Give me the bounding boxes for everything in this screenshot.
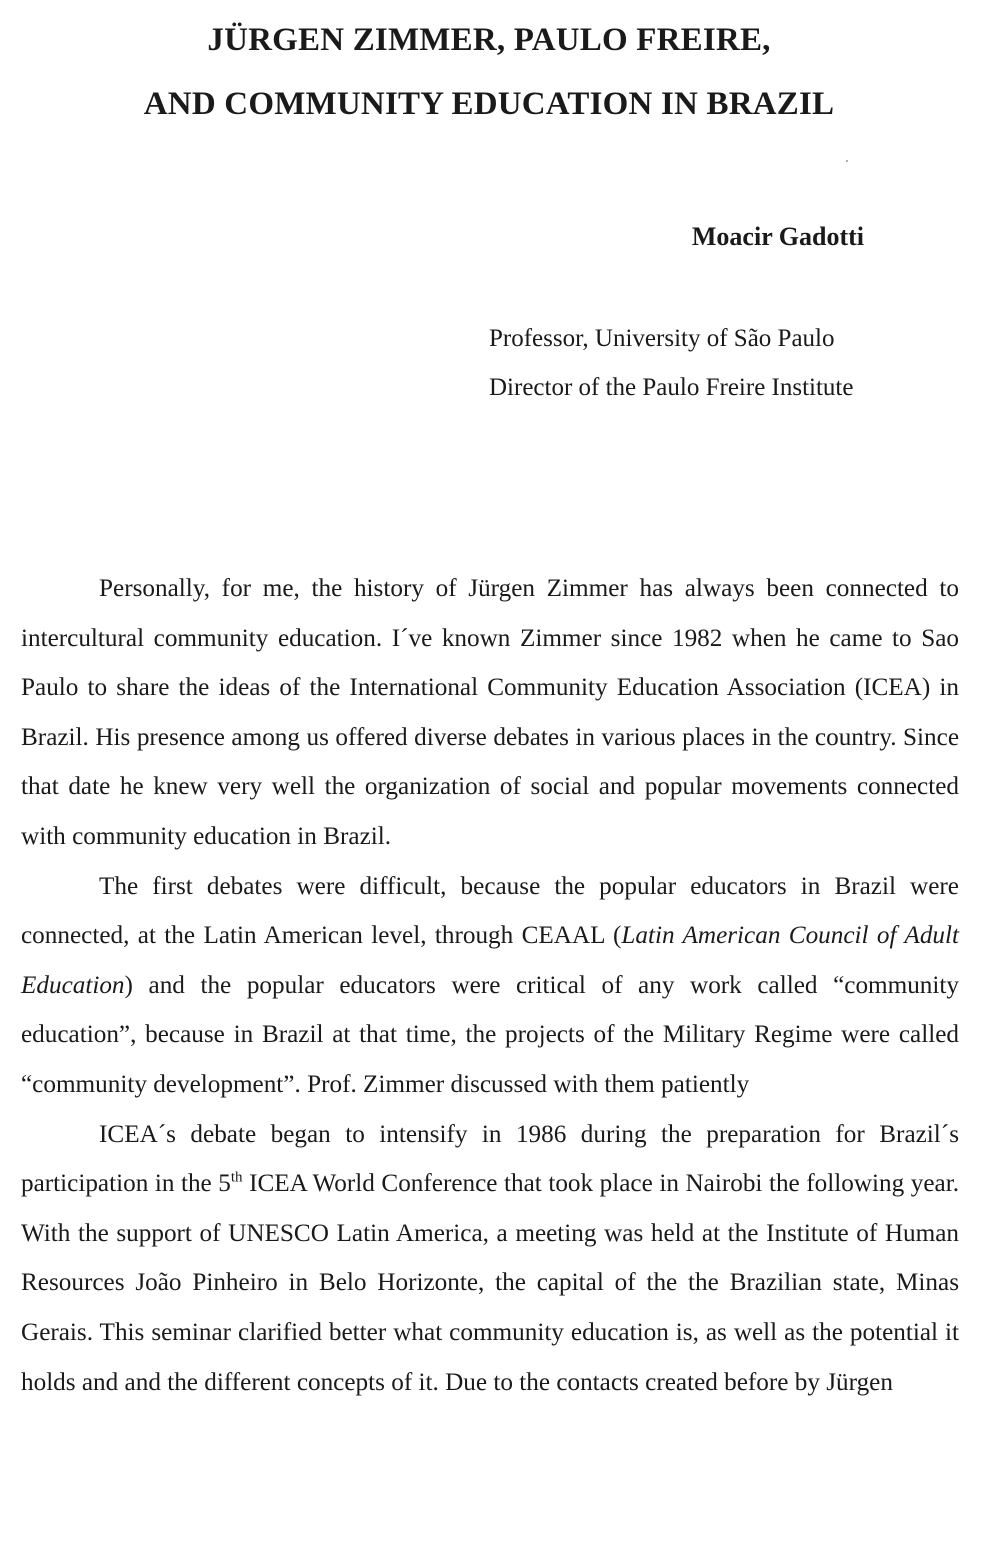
title-line-2: AND COMMUNITY EDUCATION IN BRAZIL xyxy=(143,86,835,122)
paragraph-2 xyxy=(21,862,959,1110)
paragraph-2-italic: Latin American Council of Adult Education xyxy=(21,922,959,999)
paragraph-3-text-b: ICEA World Conference that took place in Nairobi the following year. With the support of UNESCO Latin America, a meeting was held at the Institute of Human Resources João Pinheiro in Belo Horizonte, the capital of the the Brazilian state, Minas Gerais. This seminar clarified better what community education is, as well as the potential it holds and and the different concepts of it. Due to the contacts created before by Jürgen xyxy=(21,1170,959,1396)
body-text xyxy=(21,564,959,1407)
paragraph-2-text-a: The first debates were difficult, because the popular educators in Brazil were connected, at the Latin American level, through CEAAL ( xyxy=(21,872,959,950)
affiliation-line-1: Professor, University of São Paulo xyxy=(489,325,835,352)
paragraph-1 xyxy=(21,564,959,862)
affiliation-line-2: Director of the Paulo Freire Institute xyxy=(489,374,854,401)
paragraph-3-text-a: ICEA´s debate began to intensify in 1986 during the preparation for Brazil´s participation in the 5 xyxy=(21,1120,959,1198)
author-name: Moacir Gadotti xyxy=(691,222,864,251)
paragraph-1-text: Personally, for me, the history of Jürgen Zimmer has always been connected to intercultural community education. I´ve known Zimmer since 1982 when he came to Sao Paulo to share the ideas of the International Community Education Association (ICEA) in Brazil. His presence among us offered diverse debates in various places in the country. Since that date he knew very well the organization of social and popular movements connected with community education in Brazil. xyxy=(21,575,959,850)
scan-speck xyxy=(846,160,848,162)
title-line-1: JÜRGEN ZIMMER, PAULO FREIRE, xyxy=(207,22,771,58)
paragraph-3 xyxy=(21,1110,959,1408)
ordinal-superscript: th xyxy=(230,1169,243,1186)
paragraph-2-text-b: ) and the popular educators were critical of any work called “community education”, because in Brazil at that time, the projects of the Military Regime were called “community development”. Prof. Zimmer discussed with them patiently xyxy=(21,971,959,1098)
